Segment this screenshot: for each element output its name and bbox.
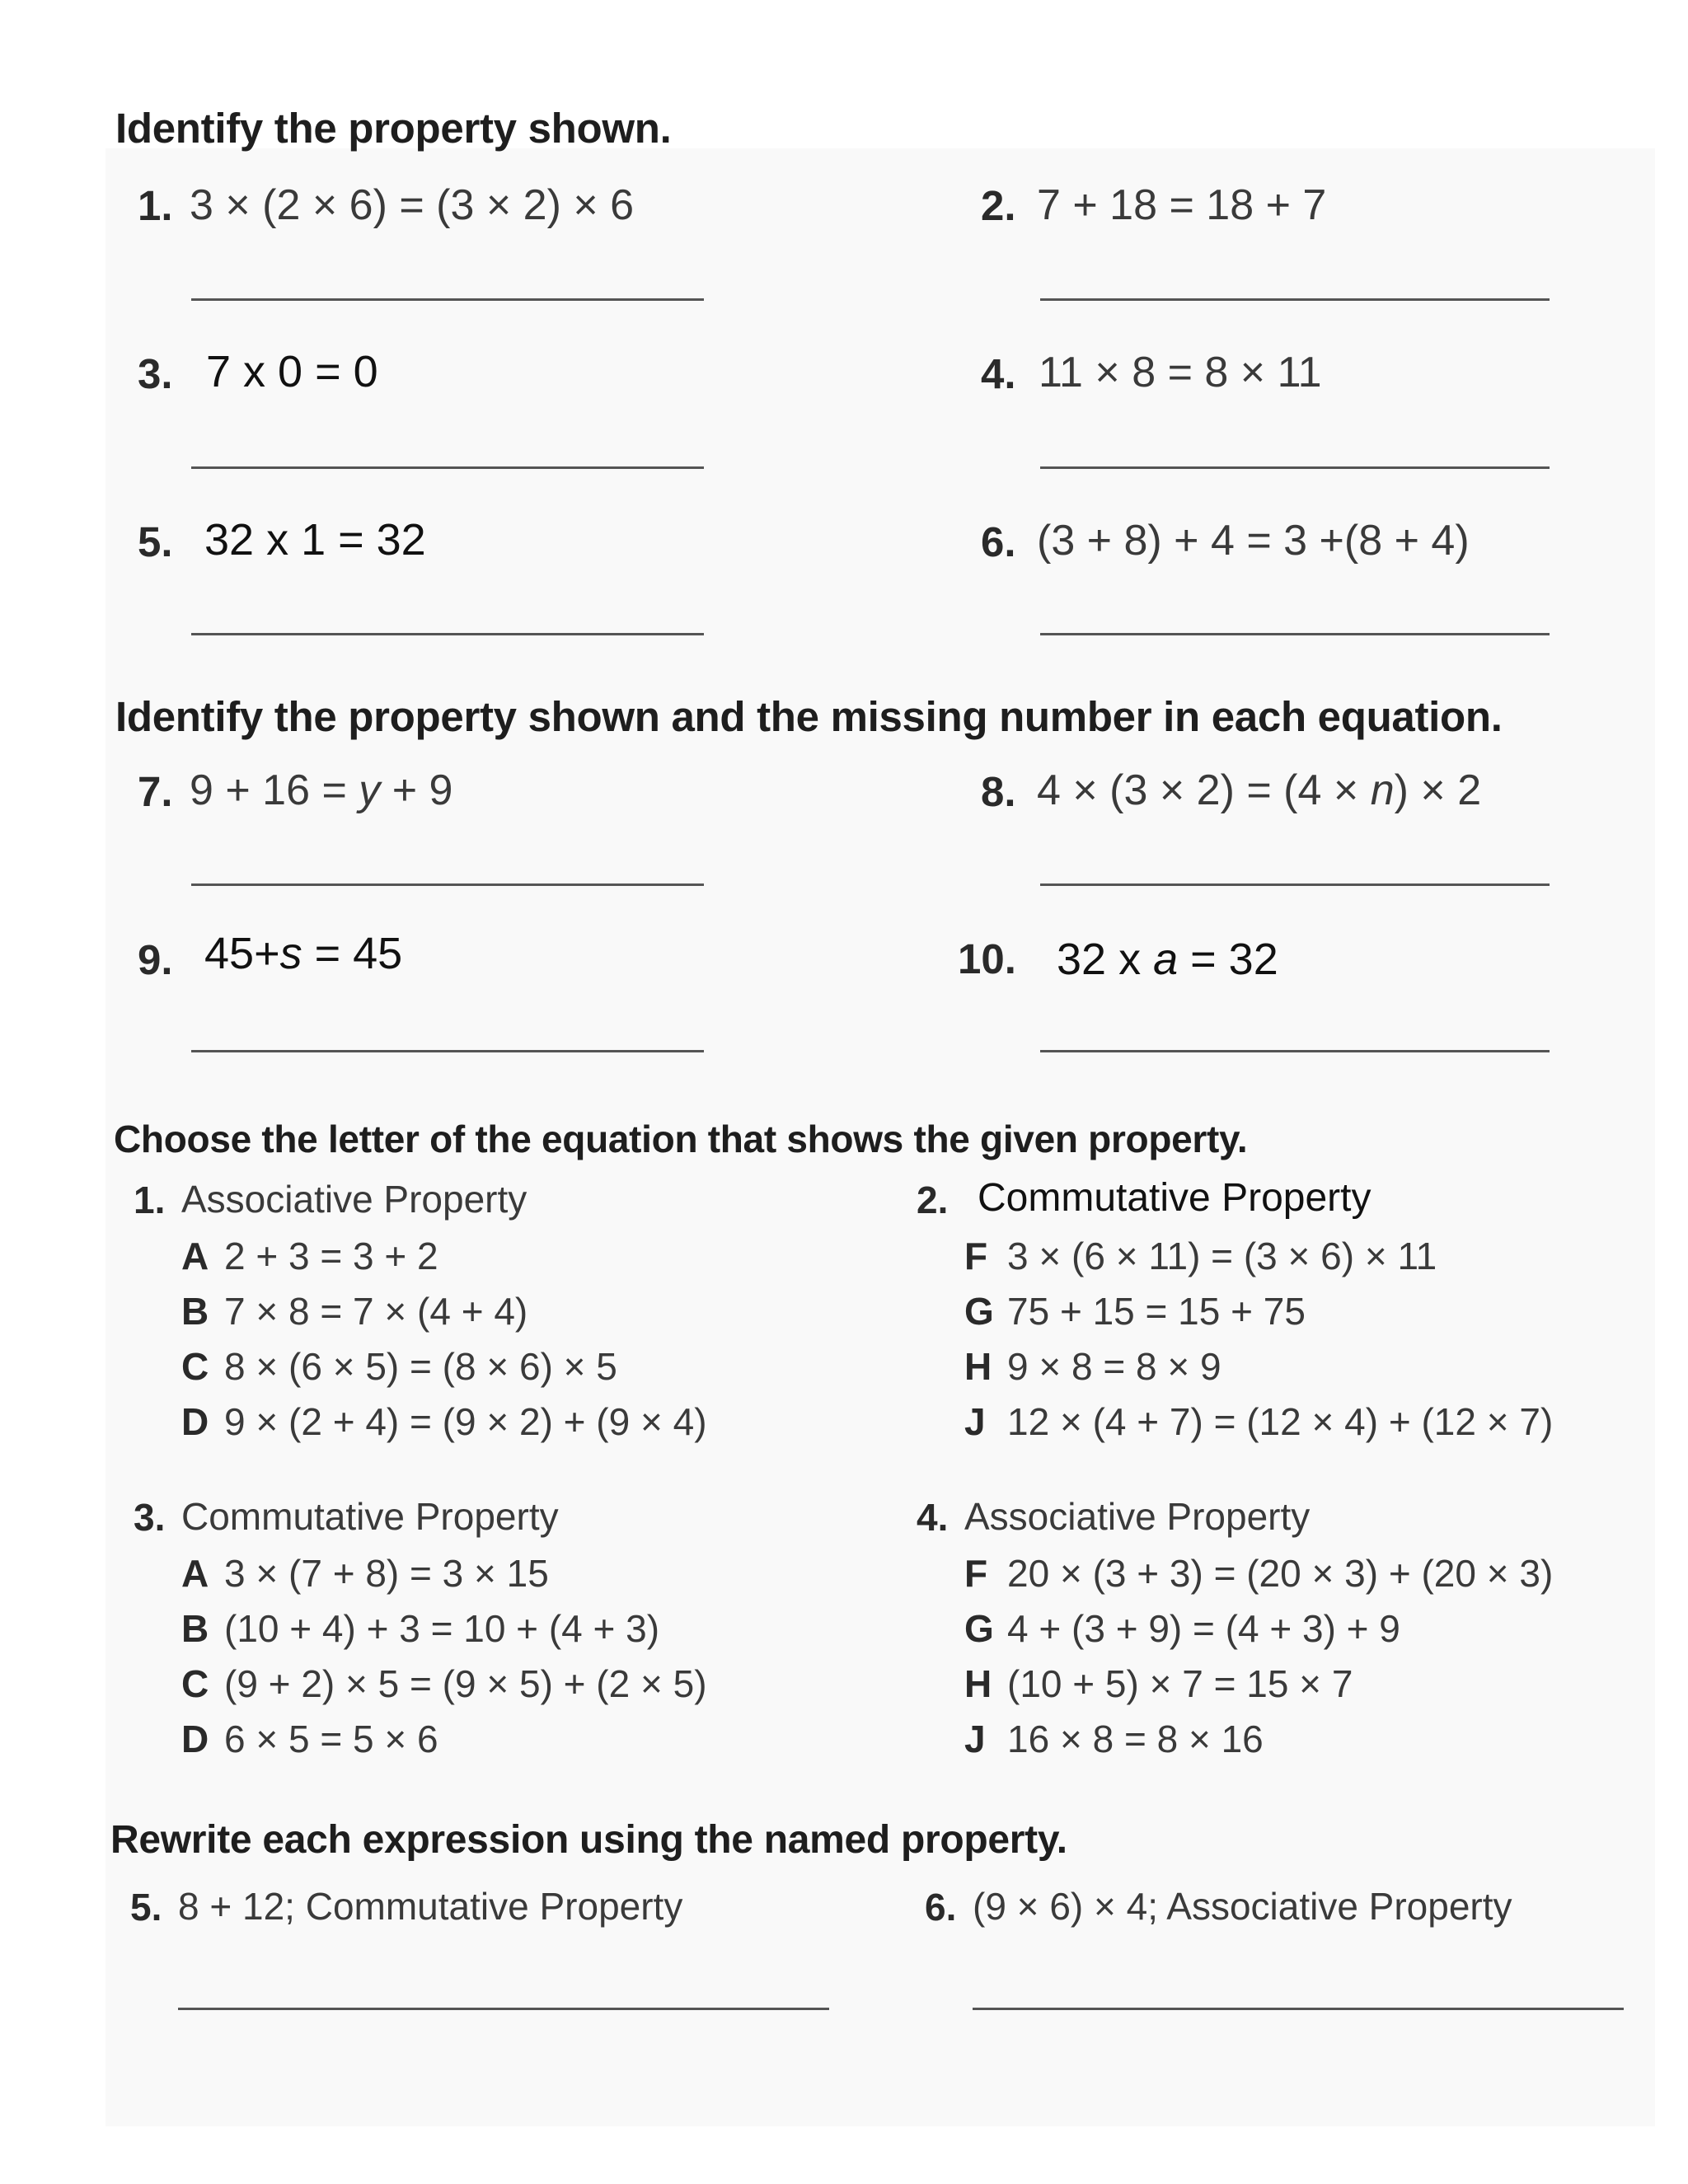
answer-line-3[interactable] xyxy=(191,466,704,469)
choice-option[interactable]: D 9 × (2 + 4) = (9 × 2) + (9 × 4) xyxy=(181,1400,707,1443)
section2-heading: Identify the property shown and the missing number in each equation. xyxy=(115,693,1503,740)
problem-9-equation: 45+s = 45 xyxy=(204,929,403,978)
problem-6-number: 6. xyxy=(981,518,1016,565)
section1-heading: Identify the property shown. xyxy=(115,105,672,152)
problem-3-number: 3. xyxy=(138,350,173,397)
choice-option[interactable]: J 12 × (4 + 7) = (12 × 4) + (12 × 7) xyxy=(964,1400,1554,1443)
choice-question-2-number: 2. xyxy=(917,1179,949,1221)
choice-option[interactable]: A 3 × (7 + 8) = 3 × 15 xyxy=(181,1552,549,1595)
choice-question-4-property: Associative Property xyxy=(964,1495,1311,1538)
choice-question-1-number: 1. xyxy=(134,1179,166,1221)
choice-option[interactable]: H (10 + 5) × 7 = 15 × 7 xyxy=(964,1662,1353,1705)
answer-line-7[interactable] xyxy=(191,883,704,886)
answer-line-1[interactable] xyxy=(191,298,704,301)
problem-9-number: 9. xyxy=(138,936,173,983)
problem-5-number: 5. xyxy=(138,518,173,565)
problem-8-equation: 4 × (3 × 2) = (4 × n) × 2 xyxy=(1037,766,1482,814)
problem-1-equation: 3 × (2 × 6) = (3 × 2) × 6 xyxy=(190,181,635,229)
rewrite-6-text: (9 × 6) × 4; Associative Property xyxy=(973,1885,1512,1928)
problem-7-number: 7. xyxy=(138,768,173,815)
problem-2-equation: 7 + 18 = 18 + 7 xyxy=(1037,181,1327,229)
choice-option[interactable]: C 8 × (6 × 5) = (8 × 6) × 5 xyxy=(181,1345,617,1388)
problem-4-number: 4. xyxy=(981,350,1016,397)
answer-line-rewrite-6[interactable] xyxy=(973,2008,1624,2010)
choice-question-3-number: 3. xyxy=(134,1496,166,1539)
choice-question-2-property: Commutative Property xyxy=(978,1176,1372,1220)
choice-option[interactable]: B 7 × 8 = 7 × (4 + 4) xyxy=(181,1290,528,1333)
problem-10-equation: 32 x a = 32 xyxy=(1057,935,1278,984)
choice-option[interactable]: F 20 × (3 + 3) = (20 × 3) + (20 × 3) xyxy=(964,1552,1554,1595)
rewrite-6-number: 6. xyxy=(925,1886,957,1929)
choice-question-1-property: Associative Property xyxy=(181,1178,528,1221)
choice-option[interactable]: G 4 + (3 + 9) = (4 + 3) + 9 xyxy=(964,1607,1400,1650)
choice-option[interactable]: J 16 × 8 = 8 × 16 xyxy=(964,1718,1264,1760)
answer-line-rewrite-5[interactable] xyxy=(178,2008,829,2010)
answer-line-9[interactable] xyxy=(191,1050,704,1052)
section4-heading: Rewrite each expression using the named property. xyxy=(110,1818,1067,1862)
problem-8-number: 8. xyxy=(981,768,1016,815)
choice-question-3-property: Commutative Property xyxy=(181,1495,559,1538)
rewrite-5-number: 5. xyxy=(130,1886,162,1929)
problem-7-equation: 9 + 16 = y + 9 xyxy=(190,766,453,814)
problem-2-number: 2. xyxy=(981,182,1016,229)
choice-option[interactable]: B (10 + 4) + 3 = 10 + (4 + 3) xyxy=(181,1607,660,1650)
choice-option[interactable]: H 9 × 8 = 8 × 9 xyxy=(964,1345,1221,1388)
answer-line-10[interactable] xyxy=(1040,1050,1550,1052)
answer-line-6[interactable] xyxy=(1040,633,1550,635)
choice-option[interactable]: G 75 + 15 = 15 + 75 xyxy=(964,1290,1306,1333)
answer-line-2[interactable] xyxy=(1040,298,1550,301)
choice-option[interactable]: A 2 + 3 = 3 + 2 xyxy=(181,1235,438,1277)
problem-3-equation: 7 x 0 = 0 xyxy=(206,347,378,396)
problem-6-equation: (3 + 8) + 4 = 3 +(8 + 4) xyxy=(1037,517,1470,565)
rewrite-5-text: 8 + 12; Commutative Property xyxy=(178,1885,683,1928)
section3-heading: Choose the letter of the equation that shows the given property. xyxy=(114,1118,1248,1160)
answer-line-5[interactable] xyxy=(191,633,704,635)
choice-option[interactable]: D 6 × 5 = 5 × 6 xyxy=(181,1718,438,1760)
problem-5-equation: 32 x 1 = 32 xyxy=(204,515,426,565)
answer-line-4[interactable] xyxy=(1040,466,1550,469)
choice-question-4-number: 4. xyxy=(917,1496,949,1539)
problem-10-number: 10. xyxy=(958,935,1016,982)
problem-1-number: 1. xyxy=(138,182,173,229)
choice-option[interactable]: F 3 × (6 × 11) = (3 × 6) × 11 xyxy=(964,1235,1437,1277)
answer-line-8[interactable] xyxy=(1040,883,1550,886)
choice-option[interactable]: C (9 + 2) × 5 = (9 × 5) + (2 × 5) xyxy=(181,1662,707,1705)
problem-4-equation: 11 × 8 = 8 × 11 xyxy=(1039,349,1322,396)
